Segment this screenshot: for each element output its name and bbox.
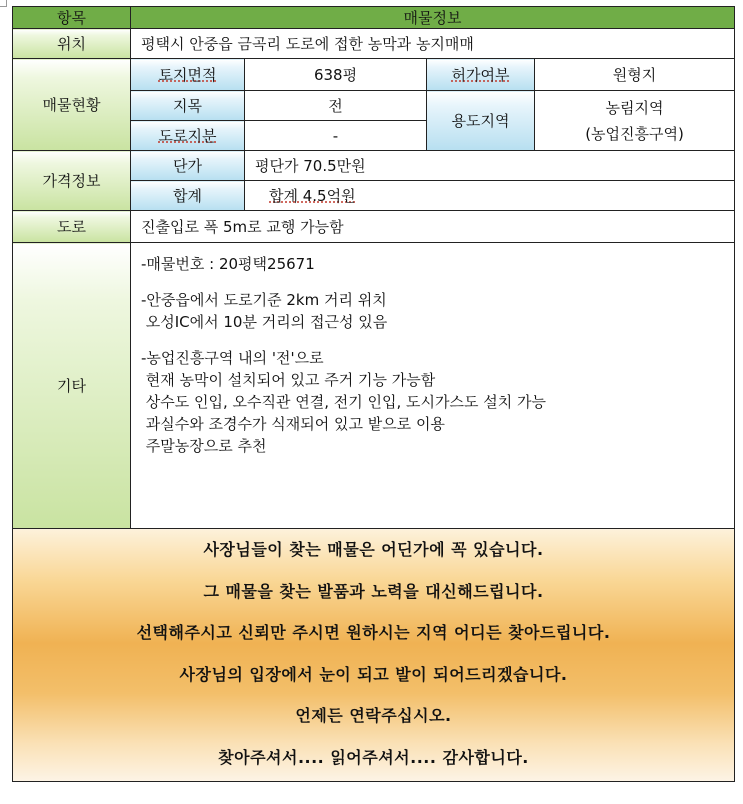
- zoning-value-line2: (농업진흥구역): [585, 124, 684, 143]
- zoning-label: 용도지역: [427, 91, 535, 151]
- property-info-table: [12, 6, 735, 782]
- header-info: 매물정보: [131, 7, 735, 29]
- unit-price-value: 평단가 70.5만원: [245, 151, 735, 181]
- etc-spacer: [141, 275, 734, 289]
- promo-row: [13, 529, 735, 782]
- etc-content: [131, 243, 735, 529]
- permit-value: 원형지: [535, 59, 735, 91]
- etc-line: 현재 농막이 설치되어 있고 주거 기능 가능함: [141, 371, 436, 389]
- promo-line: 사장님들이 찾는 매물은 어딘가에 꼭 있습니다.: [203, 540, 544, 559]
- total-price-label: 합계: [131, 181, 245, 211]
- etc-line: -안중읍에서 도로기준 2km 거리 위치: [141, 291, 387, 309]
- sheet-corner-marker: [0, 0, 7, 7]
- etc-row: [13, 243, 735, 529]
- etc-line: 주말농장으로 추천: [141, 437, 267, 455]
- land-area-value: 638평: [245, 59, 427, 91]
- status-label: 매물현황: [13, 59, 131, 151]
- location-label: 위치: [13, 29, 131, 59]
- permit-label: 허가여부: [451, 66, 510, 84]
- promo-banner: [13, 529, 735, 782]
- unit-price-label: 단가: [131, 151, 245, 181]
- jimok-label: 지목: [131, 91, 245, 121]
- etc-label: 기타: [13, 243, 131, 529]
- total-price-value: 합계 4.5억원: [269, 187, 356, 205]
- promo-line: 사장님의 입장에서 눈이 되고 발이 되어드리겠습니다.: [179, 664, 568, 684]
- header-row: [13, 7, 735, 29]
- road-section-value: -: [245, 121, 427, 151]
- promo-line: 찾아주셔서.... 읽어주셔서.... 감사합니다.: [218, 747, 529, 767]
- road-section-label-cell: [131, 121, 245, 151]
- road-value: 진출입로 폭 5m로 교행 가능함: [131, 211, 735, 243]
- price-label: 가격정보: [13, 151, 131, 211]
- promo-line: 언제든 연락주십시오.: [295, 706, 452, 725]
- road-label: 도로: [13, 211, 131, 243]
- etc-line: -농업진흥구역 내의 '전'으로: [141, 349, 324, 367]
- land-area-label: 토지면적: [158, 66, 217, 84]
- status-row-1: [13, 59, 735, 91]
- etc-line: 오성IC에서 10분 거리의 접근성 있음: [141, 313, 388, 331]
- price-row-1: [13, 151, 735, 181]
- zoning-value-cell: [535, 91, 735, 151]
- etc-line: 과실수와 조경수가 식재되어 있고 밭으로 이용: [141, 415, 445, 433]
- road-row: [13, 211, 735, 243]
- permit-label-cell: [427, 59, 535, 91]
- zoning-value-line1: 농림지역: [605, 98, 664, 117]
- promo-line: 그 매물을 찾는 발품과 노력을 대신해드립니다.: [203, 581, 544, 601]
- etc-line: 상수도 인입, 오수직관 연결, 전기 인입, 도시가스도 설치 가능: [141, 393, 546, 411]
- etc-line: -매물번호 : 20평택25671: [141, 255, 315, 273]
- jimok-value: 전: [245, 91, 427, 121]
- total-price-cell: [245, 181, 735, 211]
- header-item: 항목: [13, 7, 131, 29]
- etc-spacer: [141, 333, 734, 347]
- location-row: [13, 29, 735, 59]
- land-area-label-cell: [131, 59, 245, 91]
- promo-line: 선택해주시고 신뢰만 주시면 원하시는 지역 어디든 찾아드립니다.: [136, 623, 611, 642]
- road-section-label: 도로지분: [158, 127, 217, 145]
- location-value: 평택시 안중읍 금곡리 도로에 접한 농막과 농지매매: [131, 29, 735, 59]
